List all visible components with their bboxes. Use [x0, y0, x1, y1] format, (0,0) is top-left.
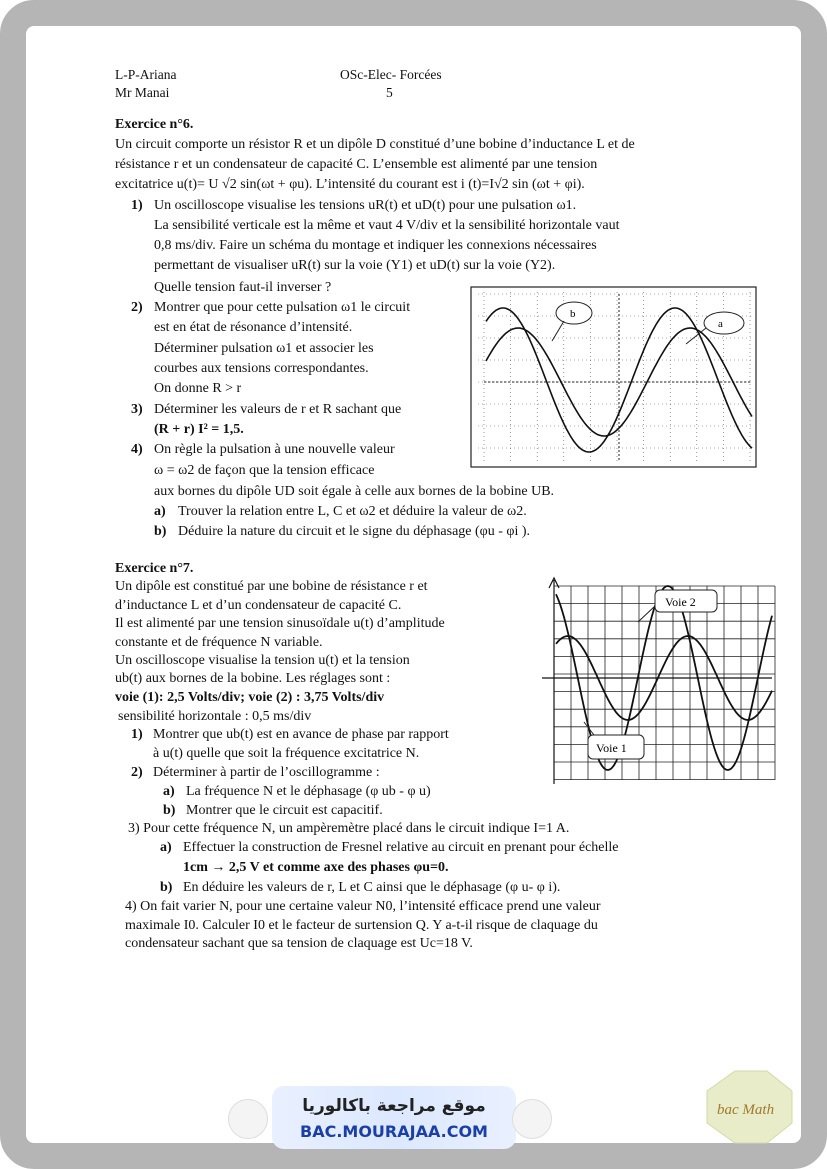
ex6-q4-line: aux bornes du dipôle UD soit égale à celle aux bornes de la bobine UB. [154, 484, 555, 499]
site-banner-url[interactable]: BAC.MOURAJAA.COM [300, 1122, 488, 1141]
ex7-intro-line: Un dipôle est constitué par une bobine de résistance r et [115, 579, 428, 594]
ex6-q2-number: 2) [131, 300, 143, 315]
ex6-title: Exercice n°6. [115, 117, 194, 132]
ex6-q4b-label: b) [154, 524, 167, 539]
ex7-q3-text: 3) Pour cette fréquence N, un ampèremètre placé dans le circuit indique I=1 A. [128, 821, 570, 836]
ex7-q3b-label: b) [160, 880, 173, 895]
ex6-q4-number: 4) [131, 442, 143, 457]
site-logo-right [512, 1099, 552, 1139]
ex6-intro-line: Un circuit comporte un résistor R et un dipôle D constitué d’une bobine d’inductance L et de [115, 137, 635, 152]
header-topic: OSc-Elec- Forcées [340, 67, 442, 82]
ex6-q3-line: Déterminer les valeurs de r et R sachant que [154, 402, 402, 417]
ex6-intro-line: résistance r et un condensateur de capacité C. L’ensemble est alimenté par une tension [115, 157, 598, 172]
ex6-label-b: b [570, 308, 576, 320]
ex7-label-voie1: Voie 1 [596, 741, 627, 755]
ex6-q1-number: 1) [131, 198, 143, 213]
ex6-q1-line: permettant de visualiser uR(t) sur la voie (Y1) et uD(t) sur la voie (Y2). [154, 258, 556, 273]
ex7-q1-line: Montrer que ub(t) est en avance de phase par rapport [153, 727, 449, 742]
site-logo-left [228, 1099, 268, 1139]
ex6-q2-line: On donne R > r [154, 381, 242, 396]
ex7-q4-line: condensateur sachant que sa tension de claquage est Uc=18 V. [125, 936, 473, 951]
ex7-q2-number: 2) [131, 765, 143, 780]
ex6-q4-line: On règle la pulsation à une nouvelle valeur [154, 442, 395, 457]
ex7-q2a-label: a) [163, 784, 175, 799]
ex7-q3a-line: 1cm → 2,5 V et comme axe des phases φu=0. [183, 860, 449, 875]
ex7-q2a-text: La fréquence N et le déphasage (φ ub - φ u) [186, 784, 431, 799]
ex6-q4b-text: Déduire la nature du circuit et le signe du déphasage (φu - φi ). [178, 524, 531, 539]
ex6-q3-number: 3) [131, 402, 143, 417]
ex7-q3a-line: Effectuer la construction de Fresnel relative au circuit en prenant pour échelle [183, 840, 619, 855]
ex6-q4a-text: Trouver la relation entre L, C et ω2 et déduire la valeur de ω2. [178, 504, 527, 519]
ex6-q4-line: ω = ω2 de façon que la tension efficace [154, 463, 375, 478]
ex6-q2-line: courbes aux tensions correspondantes. [154, 361, 369, 376]
ex6-label-a: a [718, 318, 723, 330]
ex7-q1-number: 1) [131, 727, 143, 742]
site-banner-arabic: موقع مراجعة باكالوريا [302, 1096, 486, 1116]
ex7-q1-line: à u(t) quelle que soit la fréquence excitatrice N. [153, 746, 420, 761]
header-page-number: 5 [386, 85, 393, 100]
ex7-intro-line: ub(t) aux bornes de la bobine. Les réglages sont : [115, 671, 391, 686]
header-school: L-P-Ariana [115, 67, 177, 82]
ex6-q2-line: est en état de résonance d’intensité. [154, 320, 353, 335]
ex7-intro-line: sensibilité horizontale : 0,5 ms/div [118, 709, 312, 724]
ex7-intro-line: d’inductance L et d’un condensateur de capacité C. [115, 598, 402, 613]
ex6-q2-line: Montrer que pour cette pulsation ω1 le circuit [154, 300, 411, 315]
ex7-q2-text: Déterminer à partir de l’oscillogramme : [153, 765, 380, 780]
ex6-q1-line: 0,8 ms/div. Faire un schéma du montage et indiquer les connexions nécessaires [154, 238, 597, 253]
ex6-oscillogram [470, 286, 757, 468]
ex7-label-voie2: Voie 2 [665, 595, 696, 609]
ex6-intro-line: excitatrice u(t)= U √2 sin(ωt + φu). L’intensité du courant est i (t)=I√2 sin (ωt + φi). [115, 177, 585, 192]
ex7-intro-line: Il est alimenté par une tension sinusoïdale u(t) d’amplitude [115, 616, 445, 631]
bac-math-badge-text: bac Math [717, 1102, 775, 1118]
ex7-q2b-label: b) [163, 803, 176, 818]
bac-math-badge [697, 1067, 801, 1147]
ex7-intro-line: Un oscilloscope visualise la tension u(t) et la tension [115, 653, 410, 668]
ex7-oscillogram [540, 574, 780, 788]
ex7-q2b-text: Montrer que le circuit est capacitif. [186, 803, 383, 818]
ex6-q3-line: (R + r) I² = 1,5. [154, 422, 244, 437]
header-teacher: Mr Manai [115, 85, 170, 100]
ex7-q4-line: maximale I0. Calculer I0 et le facteur de surtension Q. Y a-t-il risque de claquage du [125, 918, 598, 933]
ex7-intro-line: voie (1): 2,5 Volts/div; voie (2) : 3,75 Volts/div [115, 690, 385, 705]
ex7-q4-line: 4) On fait varier N, pour une certaine valeur N0, l’intensité efficace prend une valeur [125, 899, 601, 914]
ex6-q1-line: Quelle tension faut-il inverser ? [154, 280, 332, 295]
ex6-q4a-label: a) [154, 504, 166, 519]
ex6-q1-line: La sensibilité verticale est la même et vaut 4 V/div et la sensibilité horizontale vaut [154, 218, 620, 233]
ex6-q2-line: Déterminer pulsation ω1 et associer les [154, 341, 374, 356]
ex7-q3b-text: En déduire les valeurs de r, L et C ainsi que le déphasage (φ u- φ i). [183, 880, 561, 895]
ex6-callout-a [704, 312, 744, 334]
ex6-q1-line: Un oscilloscope visualise les tensions uR(t) et uD(t) pour une pulsation ω1. [154, 198, 577, 213]
ex7-intro-line: constante et de fréquence N variable. [115, 635, 323, 650]
site-banner[interactable] [272, 1086, 516, 1149]
ex7-title: Exercice n°7. [115, 561, 194, 576]
ex7-q3a-label: a) [160, 840, 172, 855]
